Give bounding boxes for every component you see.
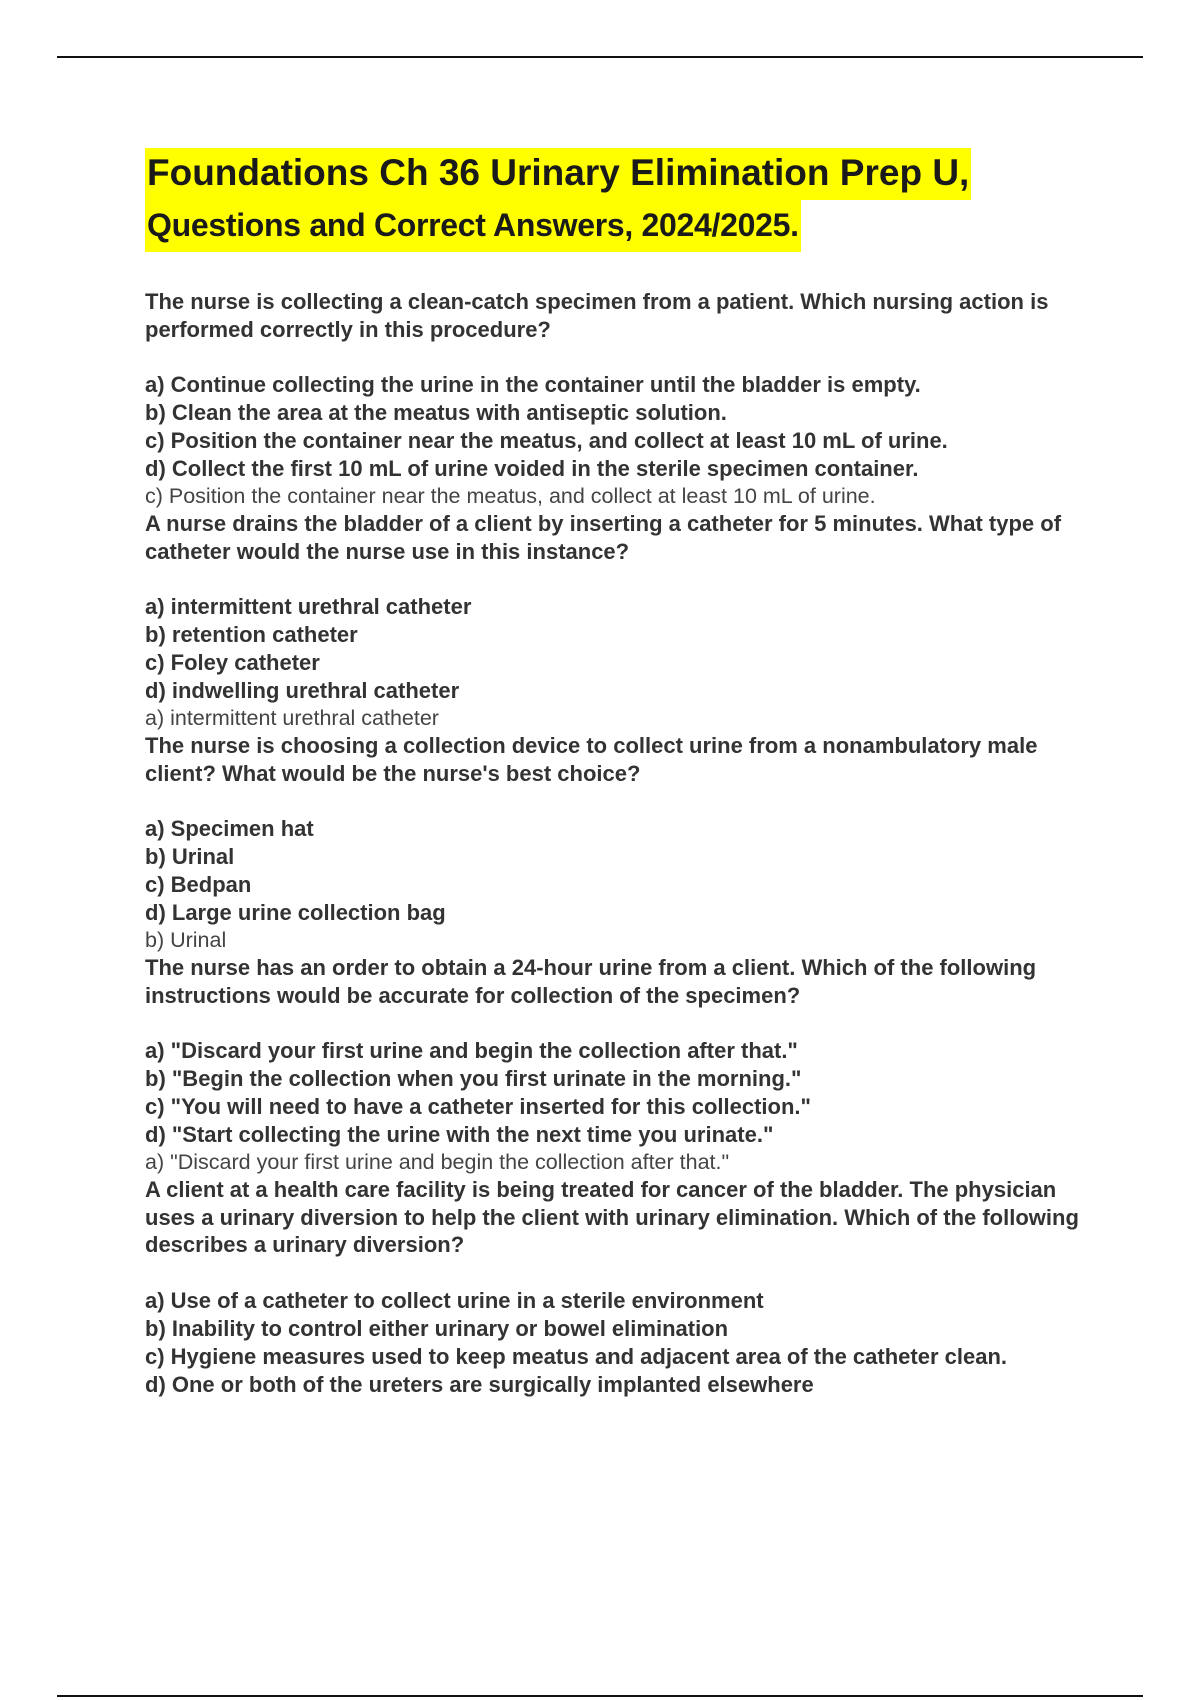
option-d: d) indwelling urethral catheter bbox=[145, 678, 460, 703]
option-b: b) Inability to control either urinary or bowel elimination bbox=[145, 1315, 729, 1341]
title-line-2: Questions and Correct Answers, 2024/2025. bbox=[145, 200, 801, 252]
question-block-4 bbox=[145, 954, 1085, 1176]
question-list bbox=[145, 288, 1085, 1399]
option-b: b) "Begin the collection when you first urinate in the morning." bbox=[145, 1066, 802, 1091]
question-text: A client at a health care facility is being treated for cancer of the bladder. The physician uses a urinary diversion to help the client with urinary elimination. Which of the following describes a urinary diversion? bbox=[145, 1177, 1079, 1257]
question-text: A nurse drains the bladder of a client by inserting a catheter for 5 minutes. What type of catheter would the nurse use in this instance? bbox=[145, 511, 1062, 564]
question-text: The nurse is collecting a clean-catch specimen from a patient. Which nursing action is performed correctly in this procedure? bbox=[145, 289, 1049, 342]
correct-answer: b) Urinal bbox=[145, 928, 227, 952]
correct-answer: a) "Discard your first urine and begin the collection after that." bbox=[145, 1150, 730, 1174]
option-list bbox=[145, 1287, 1085, 1399]
option-a: a) Use of a catheter to collect urine in a sterile environment bbox=[145, 1287, 764, 1313]
question-block-1 bbox=[145, 288, 1085, 510]
title-line-1: Foundations Ch 36 Urinary Elimination Prep U, bbox=[145, 148, 971, 200]
option-a: a) Specimen hat bbox=[145, 816, 314, 841]
option-d: d) Collect the first 10 mL of urine voided in the sterile specimen container. bbox=[145, 456, 919, 481]
option-c: c) Foley catheter bbox=[145, 650, 320, 675]
option-list bbox=[145, 593, 1085, 705]
option-d: d) "Start collecting the urine with the next time you urinate." bbox=[145, 1122, 774, 1147]
option-c: c) Hygiene measures used to keep meatus and adjacent area of the catheter clean. bbox=[145, 1343, 1007, 1369]
option-d: d) Large urine collection bag bbox=[145, 900, 446, 925]
question-text: The nurse has an order to obtain a 24-hour urine from a client. Which of the following instructions would be accurate for collection of the specimen? bbox=[145, 955, 1037, 1008]
option-b: b) Clean the area at the meatus with antiseptic solution. bbox=[145, 400, 727, 425]
option-a: a) intermittent urethral catheter bbox=[145, 594, 472, 619]
option-list bbox=[145, 815, 1085, 927]
option-c: c) "You will need to have a catheter inserted for this collection." bbox=[145, 1094, 811, 1119]
question-text: The nurse is choosing a collection device to collect urine from a nonambulatory male client? What would be the nurse's best choice? bbox=[145, 733, 1038, 786]
option-c: c) Bedpan bbox=[145, 872, 252, 897]
top-divider bbox=[57, 56, 1143, 58]
option-b: b) retention catheter bbox=[145, 622, 358, 647]
option-a: a) Continue collecting the urine in the container until the bladder is empty. bbox=[145, 372, 921, 397]
correct-answer: a) intermittent urethral catheter bbox=[145, 706, 439, 730]
option-d: d) One or both of the ureters are surgically implanted elsewhere bbox=[145, 1371, 814, 1397]
correct-answer: c) Position the container near the meatus, and collect at least 10 mL of urine. bbox=[145, 484, 876, 508]
question-block-5 bbox=[145, 1176, 1085, 1399]
option-c: c) Position the container near the meatus, and collect at least 10 mL of urine. bbox=[145, 428, 948, 453]
document-title bbox=[145, 148, 971, 252]
option-list bbox=[145, 1037, 1085, 1149]
question-block-2 bbox=[145, 510, 1085, 732]
option-b: b) Urinal bbox=[145, 844, 235, 869]
question-block-3 bbox=[145, 732, 1085, 954]
option-list bbox=[145, 371, 1085, 483]
bottom-divider bbox=[57, 1695, 1143, 1697]
option-a: a) "Discard your first urine and begin the collection after that." bbox=[145, 1038, 798, 1063]
